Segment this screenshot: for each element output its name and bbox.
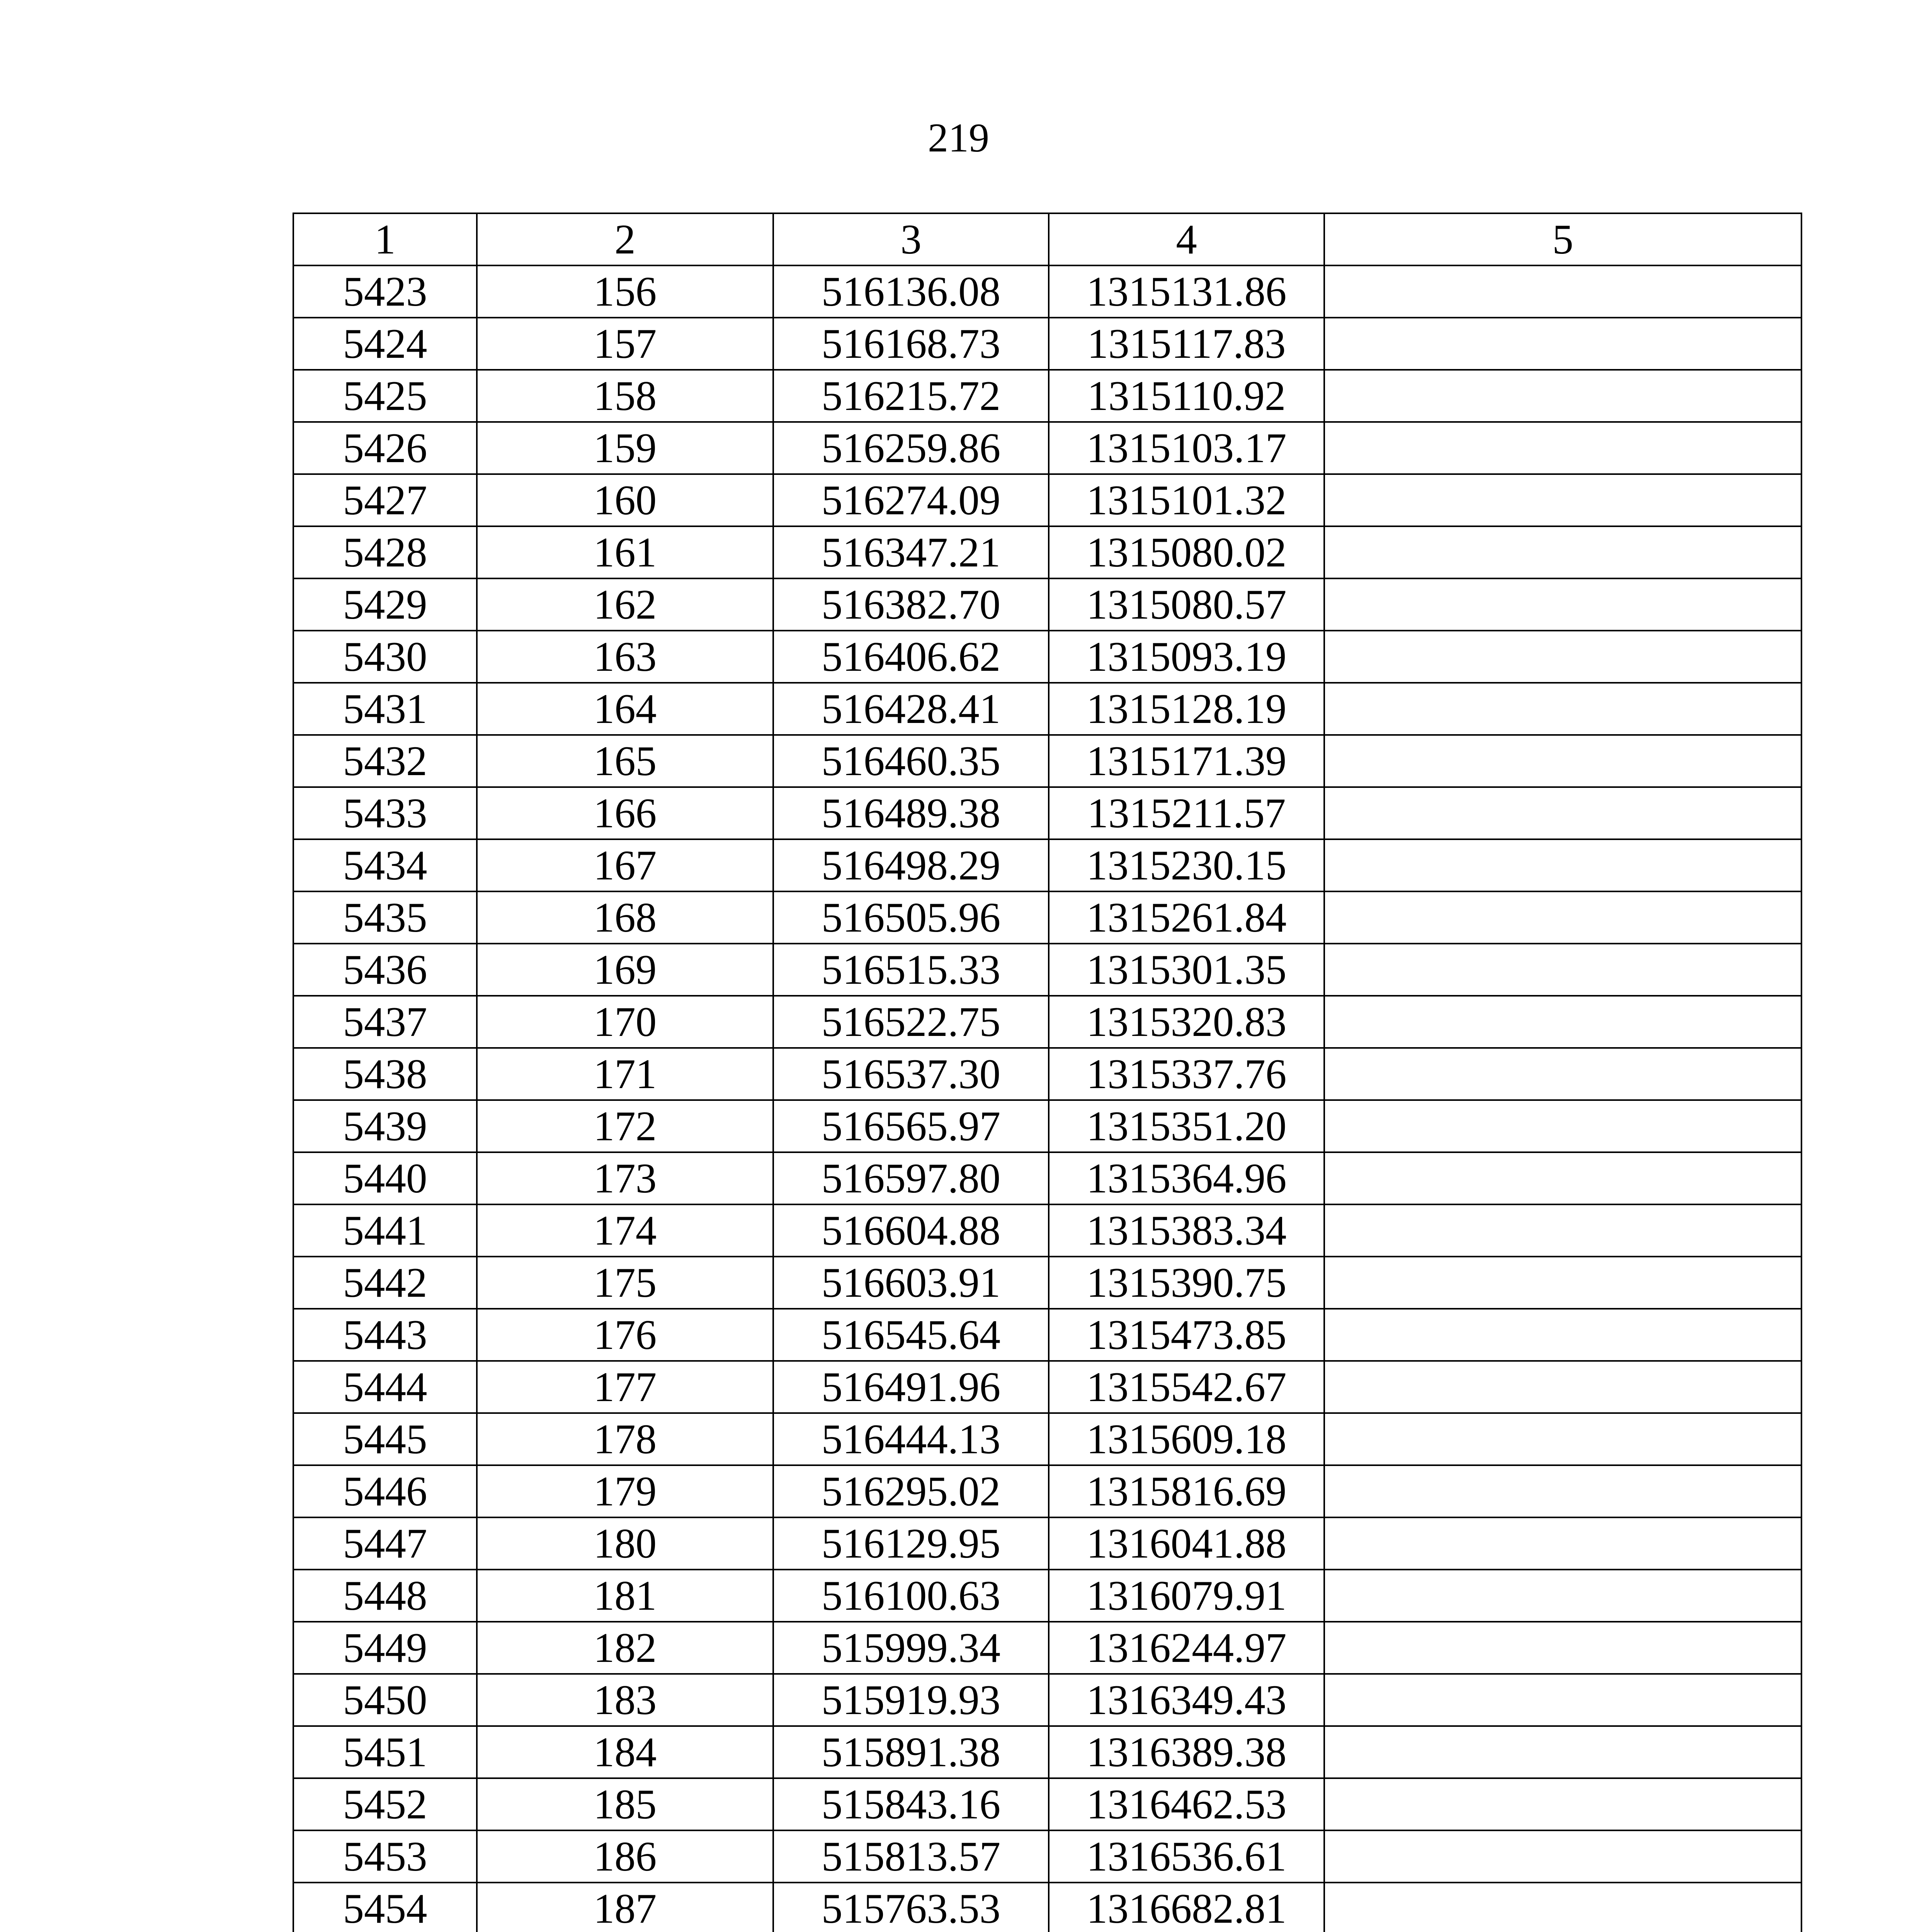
table-cell-col-3: 516603.91 [773,1257,1049,1309]
table-cell-col-3: 515891.38 [773,1726,1049,1778]
table-cell-col-4: 1315093.19 [1049,631,1324,683]
table-cell-col-2: 160 [477,474,773,526]
table-cell-col-2: 166 [477,787,773,839]
table-cell-col-3: 516168.73 [773,318,1049,370]
table-cell-col-3: 516129.95 [773,1517,1049,1570]
table-cell-col-1: 5439 [293,1100,477,1152]
table-cell-col-5 [1324,631,1801,683]
table-cell-col-2: 184 [477,1726,773,1778]
table-cell-col-5 [1324,578,1801,631]
table-cell-col-4: 1315230.15 [1049,839,1324,891]
table-cell-col-3: 516515.33 [773,944,1049,996]
page-number: 219 [928,115,989,160]
table-cell-col-4: 1315301.35 [1049,944,1324,996]
table-row [293,370,1801,422]
table-cell-col-2: 170 [477,996,773,1048]
table-cell-col-4: 1315131.86 [1049,265,1324,318]
column-header-3: 3 [773,213,1049,265]
column-header-1: 1 [293,213,477,265]
table-cell-col-3: 516522.75 [773,996,1049,1048]
table-cell-col-2: 175 [477,1257,773,1309]
coordinates-table [293,213,1802,1932]
table-row [293,1622,1801,1674]
table-cell-col-5 [1324,735,1801,787]
table-cell-col-5 [1324,891,1801,944]
table-row [293,474,1801,526]
table-cell-col-1: 5425 [293,370,477,422]
table-row [293,1100,1801,1152]
table-header-row [293,213,1801,265]
table-cell-col-5 [1324,787,1801,839]
table-cell-col-1: 5451 [293,1726,477,1778]
table-cell-col-2: 183 [477,1674,773,1726]
table-cell-col-1: 5432 [293,735,477,787]
table-cell-col-3: 516537.30 [773,1048,1049,1100]
table-cell-col-4: 1315351.20 [1049,1100,1324,1152]
table-cell-col-5 [1324,1830,1801,1883]
table-cell-col-4: 1316389.38 [1049,1726,1324,1778]
table-cell-col-3: 516382.70 [773,578,1049,631]
table-cell-col-1: 5431 [293,683,477,735]
table-cell-col-4: 1315101.32 [1049,474,1324,526]
table-cell-col-1: 5452 [293,1778,477,1830]
table-cell-col-3: 516444.13 [773,1413,1049,1465]
column-header-2: 2 [477,213,773,265]
table-cell-col-3: 516215.72 [773,370,1049,422]
table-row [293,422,1801,474]
table-cell-col-4: 1316462.53 [1049,1778,1324,1830]
table-cell-col-2: 162 [477,578,773,631]
table-cell-col-3: 515999.34 [773,1622,1049,1674]
table-cell-col-4: 1315320.83 [1049,996,1324,1048]
table-cell-col-4: 1315542.67 [1049,1361,1324,1413]
table-cell-col-5 [1324,1570,1801,1622]
table-cell-col-2: 164 [477,683,773,735]
table-cell-col-4: 1316244.97 [1049,1622,1324,1674]
table-row [293,891,1801,944]
table-cell-col-1: 5424 [293,318,477,370]
table-cell-col-1: 5427 [293,474,477,526]
table-cell-col-2: 185 [477,1778,773,1830]
table-cell-col-4: 1316536.61 [1049,1830,1324,1883]
table-cell-col-4: 1316682.81 [1049,1883,1324,1932]
table-cell-col-1: 5430 [293,631,477,683]
table-cell-col-4: 1315128.19 [1049,683,1324,735]
table-cell-col-5 [1324,839,1801,891]
table-cell-col-5 [1324,1465,1801,1517]
table-cell-col-2: 186 [477,1830,773,1883]
table-row [293,1361,1801,1413]
table-cell-col-1: 5437 [293,996,477,1048]
table-row [293,944,1801,996]
table-cell-col-4: 1315337.76 [1049,1048,1324,1100]
table-row [293,683,1801,735]
table-cell-col-3: 516491.96 [773,1361,1049,1413]
table-cell-col-5 [1324,1726,1801,1778]
table-cell-col-4: 1316349.43 [1049,1674,1324,1726]
table-cell-col-2: 172 [477,1100,773,1152]
table-row [293,1152,1801,1204]
table-row [293,631,1801,683]
table-cell-col-2: 182 [477,1622,773,1674]
table-cell-col-5 [1324,526,1801,578]
table-cell-col-1: 5433 [293,787,477,839]
table-cell-col-2: 168 [477,891,773,944]
table-cell-col-5 [1324,1883,1801,1932]
table-cell-col-2: 176 [477,1309,773,1361]
table-row [293,1309,1801,1361]
table-cell-col-2: 163 [477,631,773,683]
table-cell-col-1: 5448 [293,1570,477,1622]
table-cell-col-2: 161 [477,526,773,578]
table-row [293,787,1801,839]
table-cell-col-1: 5435 [293,891,477,944]
table-cell-col-3: 516136.08 [773,265,1049,318]
table-cell-col-5 [1324,1674,1801,1726]
table-cell-col-3: 516565.97 [773,1100,1049,1152]
table-cell-col-1: 5444 [293,1361,477,1413]
table-cell-col-3: 516597.80 [773,1152,1049,1204]
table-cell-col-2: 173 [477,1152,773,1204]
table-cell-col-2: 179 [477,1465,773,1517]
table-cell-col-5 [1324,1100,1801,1152]
table-row [293,1413,1801,1465]
table-cell-col-1: 5445 [293,1413,477,1465]
table-cell-col-4: 1315103.17 [1049,422,1324,474]
table-cell-col-5 [1324,1413,1801,1465]
table-row [293,1465,1801,1517]
table-cell-col-4: 1315211.57 [1049,787,1324,839]
table-cell-col-1: 5429 [293,578,477,631]
table-cell-col-3: 516498.29 [773,839,1049,891]
table-cell-col-4: 1316079.91 [1049,1570,1324,1622]
table-cell-col-4: 1316041.88 [1049,1517,1324,1570]
table-cell-col-1: 5434 [293,839,477,891]
table-cell-col-3: 515919.93 [773,1674,1049,1726]
table-cell-col-3: 516347.21 [773,526,1049,578]
table-cell-col-1: 5453 [293,1830,477,1883]
table-cell-col-5 [1324,1361,1801,1413]
table-cell-col-1: 5443 [293,1309,477,1361]
table-cell-col-3: 516428.41 [773,683,1049,735]
table-row [293,1204,1801,1257]
table-cell-col-3: 516295.02 [773,1465,1049,1517]
table-cell-col-3: 516259.86 [773,422,1049,474]
table-cell-col-1: 5442 [293,1257,477,1309]
table-cell-col-4: 1315080.57 [1049,578,1324,631]
table-row [293,318,1801,370]
table-body [293,265,1801,1932]
table-cell-col-3: 516274.09 [773,474,1049,526]
column-header-4: 4 [1049,213,1324,265]
table-cell-col-4: 1315609.18 [1049,1413,1324,1465]
table-cell-col-3: 516100.63 [773,1570,1049,1622]
table-cell-col-3: 516406.62 [773,631,1049,683]
table-cell-col-5 [1324,1048,1801,1100]
table-row [293,1726,1801,1778]
table-cell-col-1: 5438 [293,1048,477,1100]
table-cell-col-1: 5449 [293,1622,477,1674]
table-cell-col-4: 1315171.39 [1049,735,1324,787]
table-cell-col-1: 5423 [293,265,477,318]
table-cell-col-2: 158 [477,370,773,422]
table-row [293,265,1801,318]
table-cell-col-4: 1315364.96 [1049,1152,1324,1204]
table-cell-col-2: 171 [477,1048,773,1100]
table-cell-col-1: 5428 [293,526,477,578]
table-cell-col-1: 5450 [293,1674,477,1726]
table-cell-col-4: 1315261.84 [1049,891,1324,944]
table-cell-col-3: 516604.88 [773,1204,1049,1257]
table-cell-col-3: 516545.64 [773,1309,1049,1361]
table-cell-col-4: 1315117.83 [1049,318,1324,370]
table-cell-col-3: 515813.57 [773,1830,1049,1883]
table-row [293,839,1801,891]
table-cell-col-1: 5446 [293,1465,477,1517]
table-cell-col-5 [1324,474,1801,526]
table-cell-col-1: 5426 [293,422,477,474]
table-cell-col-1: 5440 [293,1152,477,1204]
table-cell-col-5 [1324,318,1801,370]
table-row [293,996,1801,1048]
table-cell-col-2: 178 [477,1413,773,1465]
column-header-5: 5 [1324,213,1801,265]
table-cell-col-2: 187 [477,1883,773,1932]
table-cell-col-2: 169 [477,944,773,996]
table-cell-col-5 [1324,1517,1801,1570]
table-cell-col-1: 5447 [293,1517,477,1570]
table-cell-col-5 [1324,1152,1801,1204]
table-row [293,1883,1801,1932]
table-cell-col-2: 181 [477,1570,773,1622]
table-cell-col-3: 516460.35 [773,735,1049,787]
table-cell-col-2: 180 [477,1517,773,1570]
table-cell-col-3: 515763.53 [773,1883,1049,1932]
table-row [293,1517,1801,1570]
table-cell-col-5 [1324,1204,1801,1257]
table-cell-col-2: 174 [477,1204,773,1257]
table-row [293,578,1801,631]
table-row [293,1570,1801,1622]
table-cell-col-2: 165 [477,735,773,787]
table-cell-col-3: 515843.16 [773,1778,1049,1830]
table-cell-col-5 [1324,944,1801,996]
table-cell-col-2: 177 [477,1361,773,1413]
table-cell-col-1: 5436 [293,944,477,996]
table-cell-col-5 [1324,1778,1801,1830]
table-cell-col-1: 5454 [293,1883,477,1932]
table-row [293,1674,1801,1726]
table-cell-col-2: 167 [477,839,773,891]
table-cell-col-5 [1324,1257,1801,1309]
table-cell-col-4: 1315390.75 [1049,1257,1324,1309]
table-cell-col-5 [1324,370,1801,422]
table-cell-col-1: 5441 [293,1204,477,1257]
table-cell-col-2: 157 [477,318,773,370]
table-cell-col-3: 516505.96 [773,891,1049,944]
table-row [293,1048,1801,1100]
table-row [293,1830,1801,1883]
table-row [293,1778,1801,1830]
table-cell-col-4: 1315473.85 [1049,1309,1324,1361]
table-cell-col-5 [1324,422,1801,474]
table-row [293,526,1801,578]
table-cell-col-4: 1315080.02 [1049,526,1324,578]
table-cell-col-2: 159 [477,422,773,474]
table-cell-col-5 [1324,265,1801,318]
table-cell-col-5 [1324,1309,1801,1361]
table-row [293,1257,1801,1309]
table-cell-col-3: 516489.38 [773,787,1049,839]
table-cell-col-5 [1324,683,1801,735]
table-cell-col-4: 1315816.69 [1049,1465,1324,1517]
table-cell-col-4: 1315383.34 [1049,1204,1324,1257]
table-cell-col-5 [1324,996,1801,1048]
table-cell-col-4: 1315110.92 [1049,370,1324,422]
table-row [293,735,1801,787]
table-cell-col-5 [1324,1622,1801,1674]
table-cell-col-2: 156 [477,265,773,318]
